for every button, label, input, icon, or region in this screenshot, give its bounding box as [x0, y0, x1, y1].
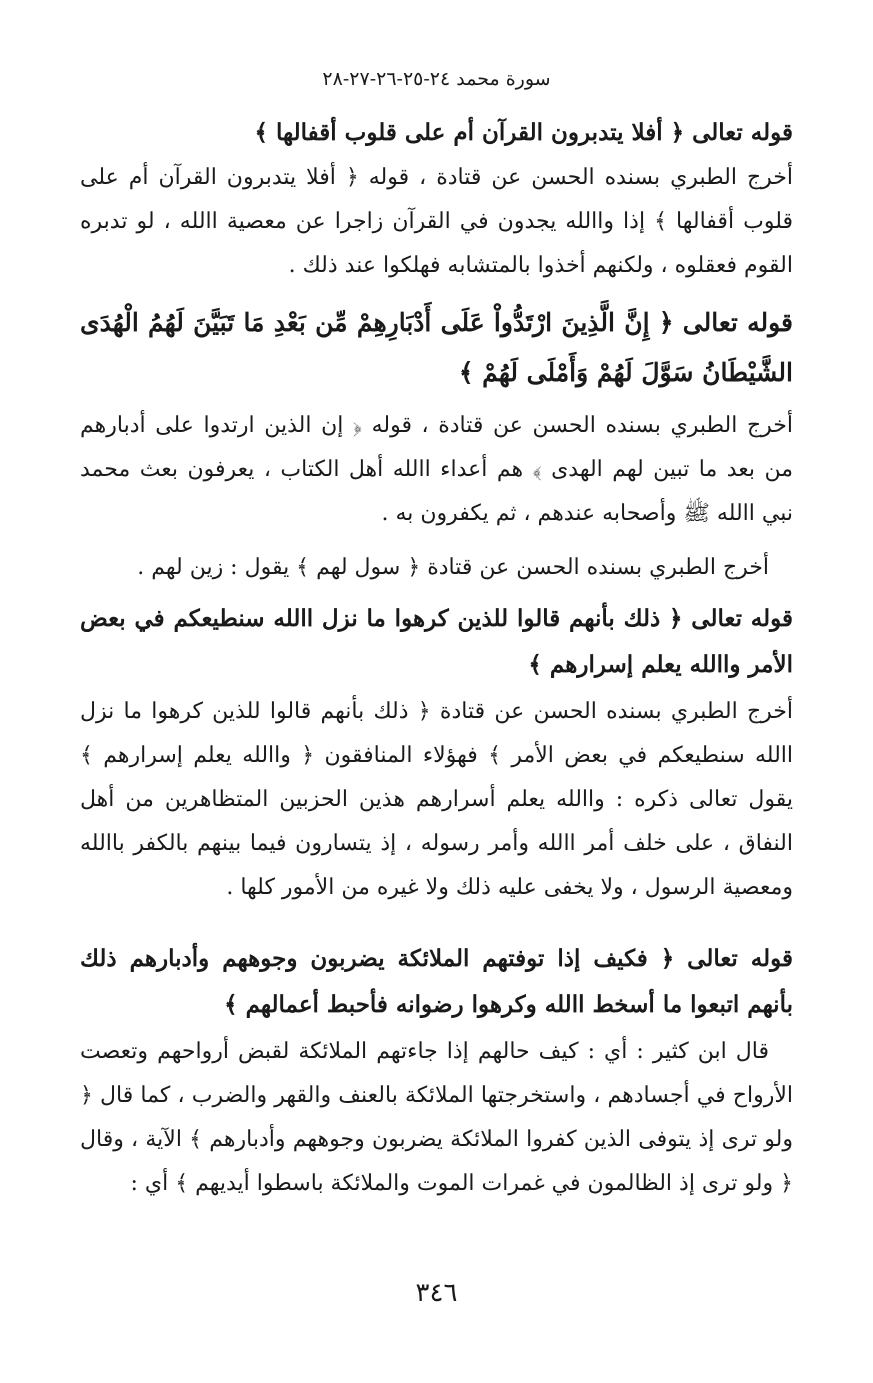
paragraph: أخرج الطبري بسنده الحسن عن قتادة ﴿ سول لهم ﴾ يقول : زين لهم .: [137, 555, 769, 580]
paragraph: أخرج الطبري بسنده الحسن عن قتادة ، قوله ﴿ إن الذين ارتدوا على أدبارهم من بعد ما تبين لهم الهدى ﴾ هم أعداء االله أهل الكتاب ، يعرفون بعث محمد نبي االله ﷺ وأصحابه عندهم ، ثم يكفرون به .: [80, 413, 793, 526]
paragraph: أخرج الطبري بسنده الحسن عن قتادة ، قوله ﴿ أفلا يتدبرون القرآن أم على قلوب أقفالها ﴾ إذا واالله يجدون في القرآن زاجرا عن معصية االله ، لو تدبره القوم فعقلوه ، ولكنهم أخذوا بالمتشابه فهلكوا عند ذلك .: [80, 165, 793, 278]
page-number: ٣٤٦: [415, 1278, 458, 1308]
running-header: سورة محمد ٢٤-٢٥-٢٦-٢٧-٢٨: [322, 68, 551, 90]
section-heading: قوله تعالى ﴿ أفلا يتدبرون القرآن أم على قلوب أقفالها ﴾: [254, 119, 793, 146]
paragraph: أخرج الطبري بسنده الحسن عن قتادة ﴿ ذلك بأنهم قالوا للذين كرهوا ما نزل االله سنطيعكم في بعض الأمر ﴾ فهؤلاء المنافقون ﴿ واالله يعلم إسرارهم ﴾ يقول تعالى ذكره : واالله يعلم أسرارهم هذين الحزبين المتظاهرين من أهل النفاق ، على خلف أمر االله وأمر رسوله ، إذ يتسارون فيما بينهم بالكفر باالله ومعصية الرسول ، ولا يخفى عليه ذلك ولا غيره من الأمور كلها .: [80, 699, 793, 900]
section-heading: قوله تعالى ﴿ ذلك بأنهم قالوا للذين كرهوا ما نزل االله سنطيعكم في بعض الأمر واالله يعلم إسرارهم ﴾: [80, 605, 794, 678]
section-heading: قوله تعالى ﴿ فكيف إذا توفتهم الملائكة يضربون وجوههم وأدبارهم ذلك بأنهم اتبعوا ما أسخط االله وكرهوا رضوانه فأحبط أعمالهم ﴾: [80, 945, 793, 1018]
paragraph: قال ابن كثير : أي : كيف حالهم إذا جاءتهم الملائكة لقبض أرواحهم وتعصت الأرواح في أجسادهم ، واستخرجتها الملائكة بالعنف والقهر والضرب ، كما قال ﴿ ولو ترى إذ يتوفى الذين كفروا الملائكة يضربون وجوههم وأدبارهم ﴾ الآية ، وقال ﴿ ولو ترى إذ الظالمون في غمرات الموت والملائكة باسطوا أيديهم ﴾ أي :: [80, 1039, 793, 1196]
section-heading: قوله تعالى ﴿ إِنَّ الَّذِينَ ارْتَدُّواْ عَلَى أَدْبَارِهِمْ مِّن بَعْدِ مَا تَبَيَّنَ لَهُمُ الْهُدَى الشَّيْطَانُ سَوَّلَ لَهُمْ وَأَمْلَى لَهُمْ ﴾: [80, 308, 793, 387]
